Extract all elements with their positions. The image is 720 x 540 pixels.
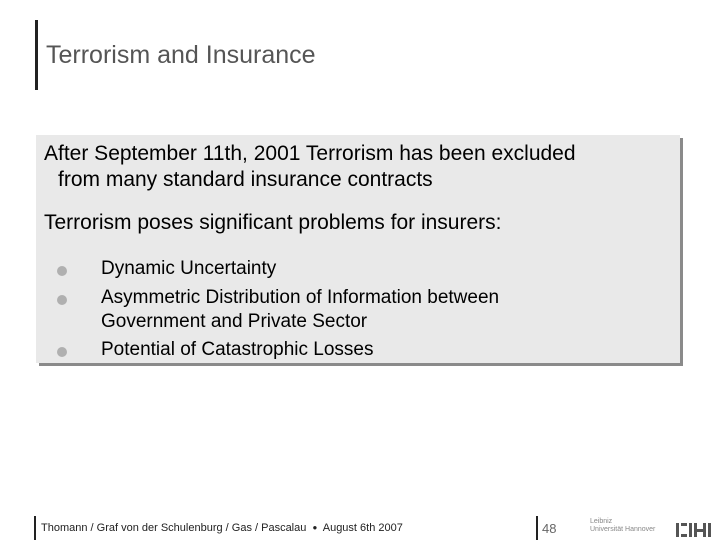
footer-authors: Thomann / Graf von der Schulenburg / Gas / Pascalau (41, 522, 307, 534)
logo-line-2: Universität Hannover (590, 526, 656, 533)
title-accent-bar (35, 20, 38, 90)
bullet-item (101, 338, 661, 362)
paragraph-1-line-2: from many standard insurance contracts (58, 168, 433, 191)
bullet-item (101, 257, 661, 281)
logo-mark-icon (676, 521, 712, 539)
paragraph-2: Terrorism poses significant problems for insurers: (44, 211, 502, 234)
slide-title: Terrorism and Insurance (46, 41, 316, 69)
bullet-dot-icon (57, 347, 67, 357)
bullet-text: Asymmetric Distribution of Information between Government and Private Sector (101, 287, 500, 332)
bullet-text: Potential of Catastrophic Losses (101, 339, 374, 360)
footer-date: August 6th 2007 (322, 522, 403, 534)
paragraph-1 (44, 141, 674, 193)
bullet-dot-icon (57, 295, 67, 305)
footer-text (41, 522, 403, 534)
bullet-item (101, 286, 576, 334)
university-logo (590, 518, 715, 540)
logo-text (590, 518, 655, 534)
logo-line-1: Leibniz (590, 518, 613, 525)
content-box (36, 135, 680, 363)
page-number: 48 (542, 521, 557, 536)
bullet-text: Dynamic Uncertainty (101, 258, 277, 279)
paragraph-1-line-1: After September 11th, 2001 Terrorism has been excluded (44, 142, 576, 165)
footer-separator: ● (312, 523, 318, 532)
bullet-dot-icon (57, 266, 67, 276)
footer-left-bar (34, 516, 36, 540)
footer-page-bar (536, 516, 538, 540)
